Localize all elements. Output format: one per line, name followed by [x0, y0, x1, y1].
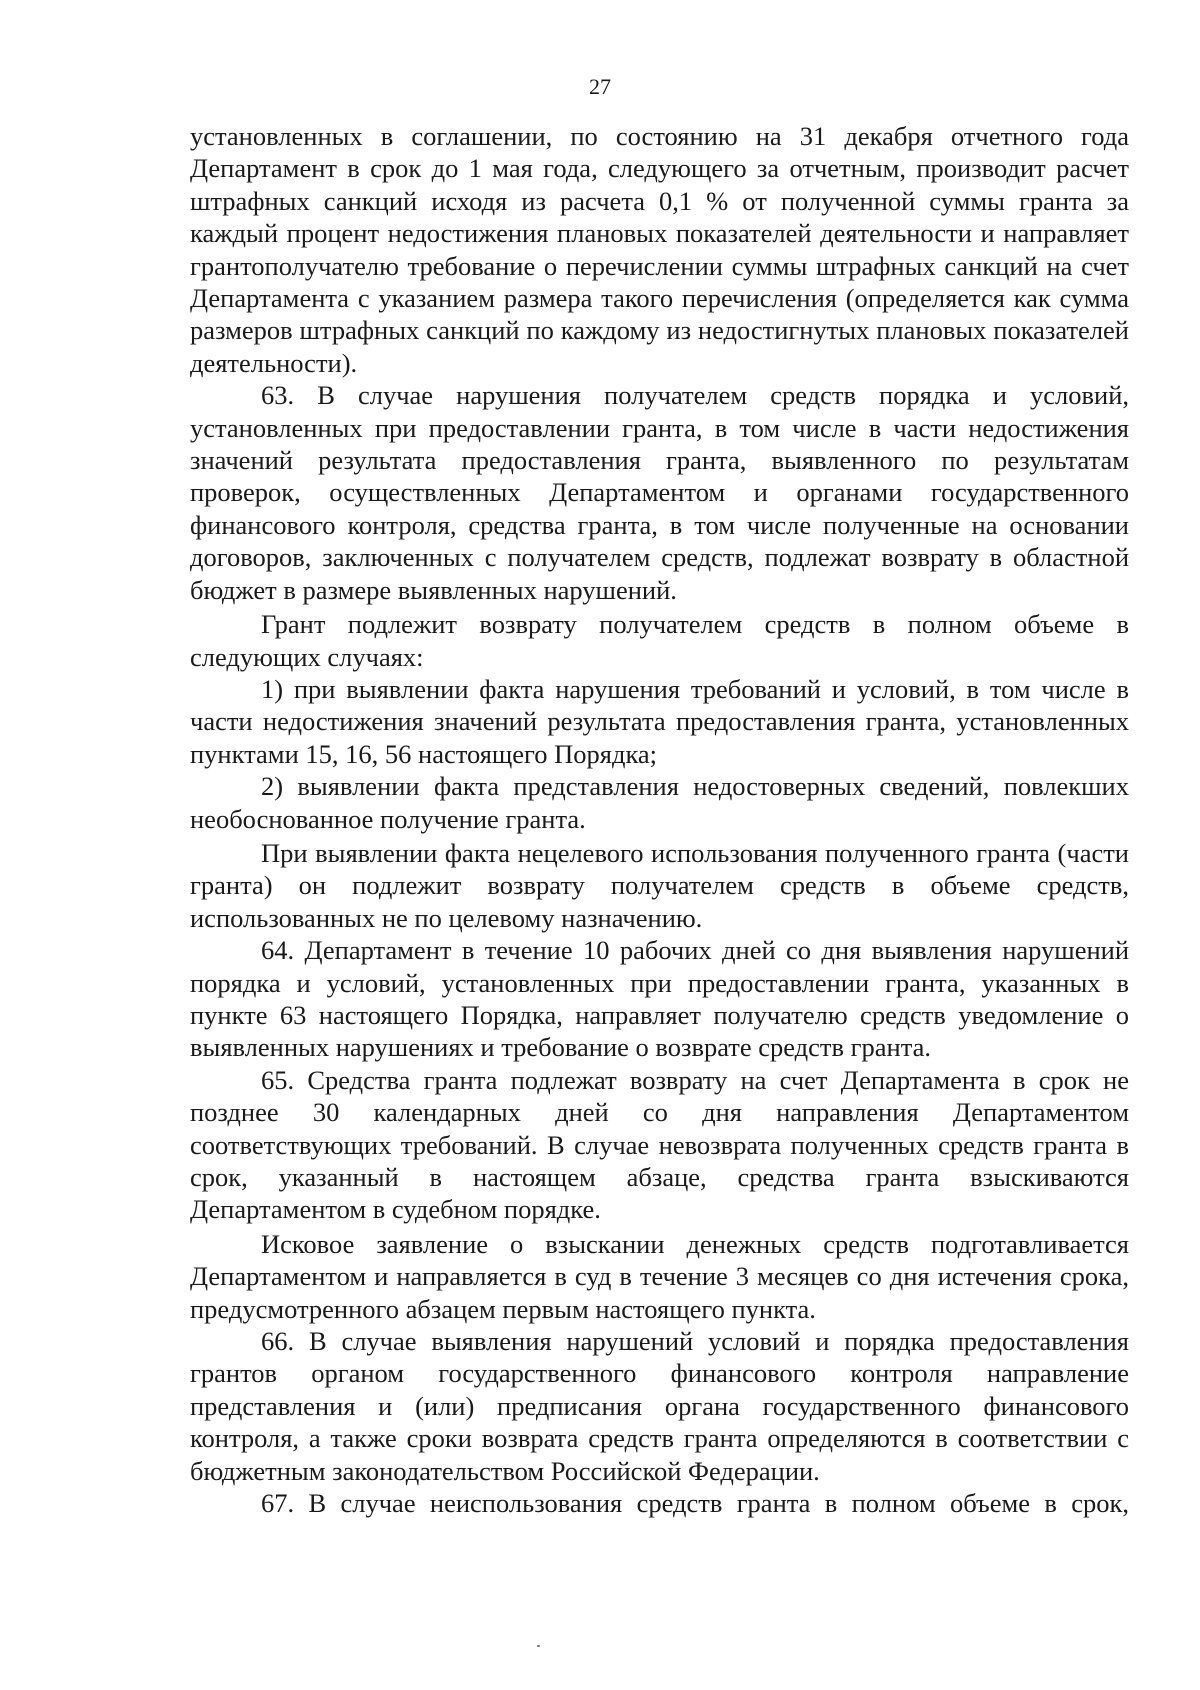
- paragraph-66: 66. В случае выявления нарушений условий и порядка предоставления грантов органом государственного финансового контроля направление представления и (или) предписания органа государственного финансового контроля, а также сроки возврата средств гранта определяются в соответствии с бюджетным законодательством Российской Федерации.: [190, 1326, 1129, 1486]
- paragraph-lawsuit: Исковое заявление о взыскании денежных средств подготавливается Департаментом и направляется в суд в течение 3 месяцев со дня истечения срока, предусмотренного абзацем первым настоящего пункта.: [190, 1228, 1129, 1324]
- paragraph-63: 63. В случае нарушения получателем средств порядка и условий, установленных при предоставлении гранта, в том числе в части недостижения значений результата предоставления гранта, выявленного по результатам проверок, осуществленных Департаментом и органами государственного финансового контроля, средства гранта, в том числе полученные на основании договоров, заключенных с получателем средств, подлежат возврату в областной бюджет в размере выявленных нарушений.: [190, 380, 1129, 605]
- paragraph-67: 67. В случае неиспользования средств гранта в полном объеме в срок,: [261, 1488, 1129, 1519]
- scan-speck: [537, 1645, 540, 1647]
- paragraph-continuation: установленных в соглашении, по состоянию на 31 декабря отчетного года Департамент в срок до 1 мая года, следующего за отчетным, производит расчет штрафных санкций исходя из расчета 0,1 % от полученной суммы гранта за каждый процент недостижения плановых показателей деятельности и направляет грантополучателю требование о перечислении суммы штрафных санкций на счет Департамента с указанием размера такого перечисления (определяется как сумма размеров штрафных санкций по каждому из недостигнутых плановых показателей деятельности).: [190, 121, 1129, 378]
- document-body: [190, 120, 1129, 1519]
- paragraph-grant-return: Грант подлежит возврату получателем средств в полном объеме в следующих случаях:: [190, 609, 1129, 672]
- paragraph-64: 64. Департамент в течение 10 рабочих дней со дня выявления нарушений порядка и условий, установленных при предоставлении гранта, указанных в пункте 63 настоящего Порядка, направляет получателю средств уведомление о выявленных нарушениях и требование о возврате средств гранта.: [190, 935, 1129, 1063]
- page-number: 27: [589, 74, 611, 99]
- list-item-1: 1) при выявлении факта нарушения требований и условий, в том числе в части недостижения значений результата предоставления гранта, установленных пунктами 15, 16, 56 настоящего Порядка;: [190, 673, 1129, 769]
- list-item-2: 2) выявлении факта представления недостоверных сведений, повлекших необоснованное получение гранта.: [190, 771, 1129, 834]
- paragraph-misuse: При выявлении факта нецелевого использования полученного гранта (части гранта) он подлежит возврату получателем средств в объеме средств, использованных не по целевому назначению.: [190, 837, 1129, 933]
- paragraph-65: 65. Средства гранта подлежат возврату на счет Департамента в срок не позднее 30 календарных дней со дня направления Департаментом соответствующих требований. В случае невозврата полученных средств гранта в срок, указанный в настоящем абзаце, средства гранта взыскиваются Департаментом в судебном порядке.: [190, 1064, 1129, 1225]
